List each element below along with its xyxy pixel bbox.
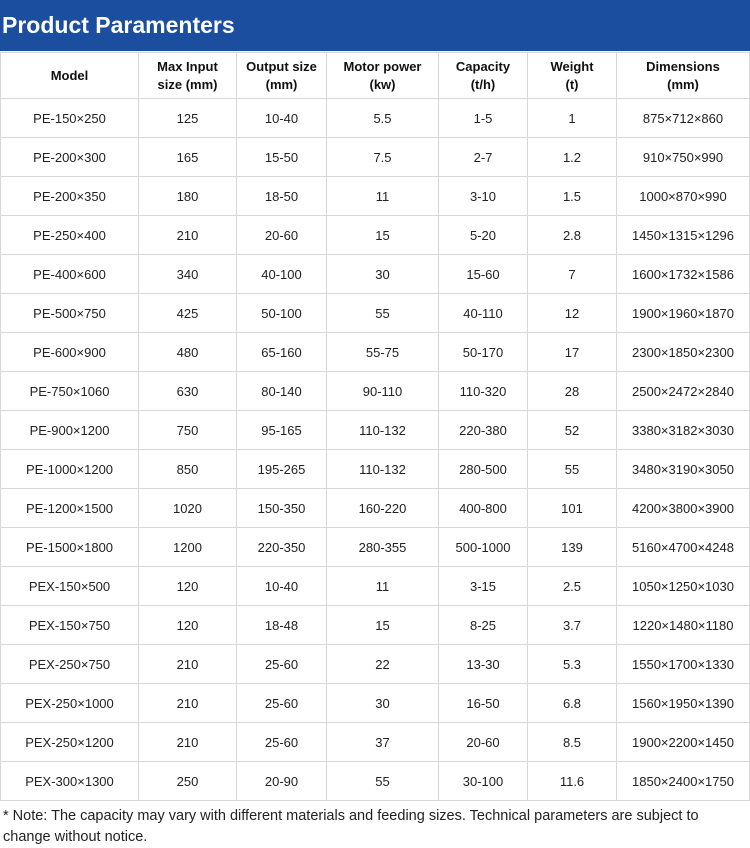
cell-motor-power: 11 [327, 567, 439, 606]
column-header-motor-power [327, 53, 439, 99]
cell-dimensions: 1900×1960×1870 [617, 294, 750, 333]
cell-weight: 17 [528, 333, 617, 372]
cell-weight: 1 [528, 99, 617, 138]
cell-motor-power: 110-132 [327, 411, 439, 450]
cell-capacity: 1-5 [439, 99, 528, 138]
cell-dimensions: 5160×4700×4248 [617, 528, 750, 567]
cell-motor-power: 30 [327, 684, 439, 723]
cell-capacity: 30-100 [439, 762, 528, 801]
cell-capacity: 20-60 [439, 723, 528, 762]
cell-weight: 7 [528, 255, 617, 294]
cell-capacity: 3-15 [439, 567, 528, 606]
table-row [1, 411, 750, 450]
cell-model: PE-400×600 [1, 255, 139, 294]
cell-dimensions: 2500×2472×2840 [617, 372, 750, 411]
cell-dimensions: 1850×2400×1750 [617, 762, 750, 801]
cell-output-size: 40-100 [237, 255, 327, 294]
cell-capacity: 2-7 [439, 138, 528, 177]
cell-capacity: 3-10 [439, 177, 528, 216]
cell-model: PEX-300×1300 [1, 762, 139, 801]
column-header-output-size [237, 53, 327, 99]
cell-dimensions: 2300×1850×2300 [617, 333, 750, 372]
column-header-line: (kw) [369, 76, 396, 92]
cell-output-size: 25-60 [237, 684, 327, 723]
cell-max-input-size: 340 [139, 255, 237, 294]
cell-max-input-size: 210 [139, 723, 237, 762]
cell-motor-power: 7.5 [327, 138, 439, 177]
cell-motor-power: 37 [327, 723, 439, 762]
column-header-line: (t/h) [470, 76, 496, 92]
table-row [1, 684, 750, 723]
cell-output-size: 20-60 [237, 216, 327, 255]
column-header-line: Output size [246, 58, 317, 74]
cell-max-input-size: 180 [139, 177, 237, 216]
column-header-line: Motor power [343, 58, 422, 74]
cell-weight: 101 [528, 489, 617, 528]
cell-motor-power: 15 [327, 216, 439, 255]
table-row [1, 606, 750, 645]
cell-weight: 28 [528, 372, 617, 411]
table-row [1, 333, 750, 372]
cell-model: PE-250×400 [1, 216, 139, 255]
table-row [1, 99, 750, 138]
footnote: * Note: The capacity may vary with different materials and feeding sizes. Technical parameters are subject to change without notice. [3, 808, 699, 845]
cell-model: PE-200×350 [1, 177, 139, 216]
cell-capacity: 50-170 [439, 333, 528, 372]
cell-output-size: 15-50 [237, 138, 327, 177]
cell-max-input-size: 210 [139, 216, 237, 255]
table-row [1, 177, 750, 216]
cell-model: PE-600×900 [1, 333, 139, 372]
table-row [1, 489, 750, 528]
cell-max-input-size: 120 [139, 606, 237, 645]
table-row [1, 723, 750, 762]
cell-motor-power: 110-132 [327, 450, 439, 489]
cell-output-size: 25-60 [237, 723, 327, 762]
table-row [1, 645, 750, 684]
cell-max-input-size: 165 [139, 138, 237, 177]
table-row [1, 567, 750, 606]
cell-model: PEX-250×750 [1, 645, 139, 684]
column-header-line: (mm) [667, 76, 699, 92]
cell-motor-power: 11 [327, 177, 439, 216]
cell-model: PE-1000×1200 [1, 450, 139, 489]
column-header-max-input-size [139, 53, 237, 99]
cell-weight: 139 [528, 528, 617, 567]
cell-weight: 1.2 [528, 138, 617, 177]
cell-motor-power: 280-355 [327, 528, 439, 567]
column-header-line: Capacity [455, 58, 511, 74]
cell-output-size: 50-100 [237, 294, 327, 333]
cell-output-size: 25-60 [237, 645, 327, 684]
cell-weight: 1.5 [528, 177, 617, 216]
cell-output-size: 195-265 [237, 450, 327, 489]
cell-dimensions: 910×750×990 [617, 138, 750, 177]
cell-weight: 12 [528, 294, 617, 333]
cell-capacity: 16-50 [439, 684, 528, 723]
parameters-table [0, 52, 750, 801]
cell-capacity: 13-30 [439, 645, 528, 684]
column-header-line: (t) [565, 76, 579, 92]
cell-motor-power: 160-220 [327, 489, 439, 528]
cell-motor-power: 5.5 [327, 99, 439, 138]
cell-dimensions: 1600×1732×1586 [617, 255, 750, 294]
cell-model: PEX-250×1200 [1, 723, 139, 762]
cell-max-input-size: 425 [139, 294, 237, 333]
cell-model: PE-150×250 [1, 99, 139, 138]
cell-output-size: 65-160 [237, 333, 327, 372]
column-header-line: Max Input [157, 58, 218, 74]
cell-model: PE-200×300 [1, 138, 139, 177]
column-header-capacity [439, 53, 528, 99]
cell-capacity: 500-1000 [439, 528, 528, 567]
column-header-line: size (mm) [157, 76, 218, 92]
cell-weight: 6.8 [528, 684, 617, 723]
cell-max-input-size: 1020 [139, 489, 237, 528]
column-header-line: (mm) [265, 76, 298, 92]
cell-motor-power: 30 [327, 255, 439, 294]
table-row [1, 216, 750, 255]
table-row [1, 372, 750, 411]
cell-model: PE-1500×1800 [1, 528, 139, 567]
cell-output-size: 80-140 [237, 372, 327, 411]
cell-dimensions: 1550×1700×1330 [617, 645, 750, 684]
cell-weight: 11.6 [528, 762, 617, 801]
cell-model: PEX-250×1000 [1, 684, 139, 723]
cell-output-size: 10-40 [237, 99, 327, 138]
cell-motor-power: 15 [327, 606, 439, 645]
cell-capacity: 40-110 [439, 294, 528, 333]
column-header-line: Weight [550, 58, 594, 74]
cell-max-input-size: 250 [139, 762, 237, 801]
cell-output-size: 220-350 [237, 528, 327, 567]
cell-output-size: 18-50 [237, 177, 327, 216]
cell-dimensions: 4200×3800×3900 [617, 489, 750, 528]
cell-capacity: 5-20 [439, 216, 528, 255]
cell-max-input-size: 480 [139, 333, 237, 372]
cell-dimensions: 1560×1950×1390 [617, 684, 750, 723]
column-header-line: Model [50, 67, 89, 83]
cell-motor-power: 90-110 [327, 372, 439, 411]
table-body [1, 99, 750, 801]
cell-dimensions: 875×712×860 [617, 99, 750, 138]
cell-dimensions: 3480×3190×3050 [617, 450, 750, 489]
table-row [1, 294, 750, 333]
cell-capacity: 400-800 [439, 489, 528, 528]
cell-weight: 55 [528, 450, 617, 489]
cell-model: PE-500×750 [1, 294, 139, 333]
cell-dimensions: 1220×1480×1180 [617, 606, 750, 645]
table-row [1, 450, 750, 489]
cell-max-input-size: 630 [139, 372, 237, 411]
cell-max-input-size: 750 [139, 411, 237, 450]
cell-motor-power: 55 [327, 762, 439, 801]
cell-weight: 52 [528, 411, 617, 450]
cell-dimensions: 1050×1250×1030 [617, 567, 750, 606]
cell-max-input-size: 210 [139, 645, 237, 684]
table-row [1, 255, 750, 294]
cell-motor-power: 55 [327, 294, 439, 333]
cell-capacity: 280-500 [439, 450, 528, 489]
cell-max-input-size: 120 [139, 567, 237, 606]
column-header-line: Dimensions [646, 58, 720, 74]
table-row [1, 528, 750, 567]
cell-motor-power: 22 [327, 645, 439, 684]
cell-dimensions: 1900×2200×1450 [617, 723, 750, 762]
cell-motor-power: 55-75 [327, 333, 439, 372]
cell-dimensions: 1000×870×990 [617, 177, 750, 216]
cell-model: PE-1200×1500 [1, 489, 139, 528]
table-row [1, 762, 750, 801]
cell-model: PEX-150×500 [1, 567, 139, 606]
cell-output-size: 20-90 [237, 762, 327, 801]
cell-weight: 5.3 [528, 645, 617, 684]
cell-capacity: 220-380 [439, 411, 528, 450]
cell-weight: 2.8 [528, 216, 617, 255]
table-row [1, 138, 750, 177]
cell-model: PE-900×1200 [1, 411, 139, 450]
cell-weight: 8.5 [528, 723, 617, 762]
cell-max-input-size: 210 [139, 684, 237, 723]
cell-model: PEX-150×750 [1, 606, 139, 645]
cell-output-size: 10-40 [237, 567, 327, 606]
column-header-model [1, 53, 139, 99]
cell-model: PE-750×1060 [1, 372, 139, 411]
cell-max-input-size: 1200 [139, 528, 237, 567]
cell-weight: 2.5 [528, 567, 617, 606]
cell-capacity: 15-60 [439, 255, 528, 294]
column-header-dimensions [617, 53, 750, 99]
cell-output-size: 95-165 [237, 411, 327, 450]
cell-dimensions: 1450×1315×1296 [617, 216, 750, 255]
table-header-row [1, 53, 750, 99]
cell-weight: 3.7 [528, 606, 617, 645]
cell-output-size: 18-48 [237, 606, 327, 645]
cell-max-input-size: 850 [139, 450, 237, 489]
cell-output-size: 150-350 [237, 489, 327, 528]
column-header-weight [528, 53, 617, 99]
page-title: Product Paramenters [0, 0, 750, 51]
cell-capacity: 8-25 [439, 606, 528, 645]
cell-capacity: 110-320 [439, 372, 528, 411]
cell-dimensions: 3380×3182×3030 [617, 411, 750, 450]
cell-max-input-size: 125 [139, 99, 237, 138]
